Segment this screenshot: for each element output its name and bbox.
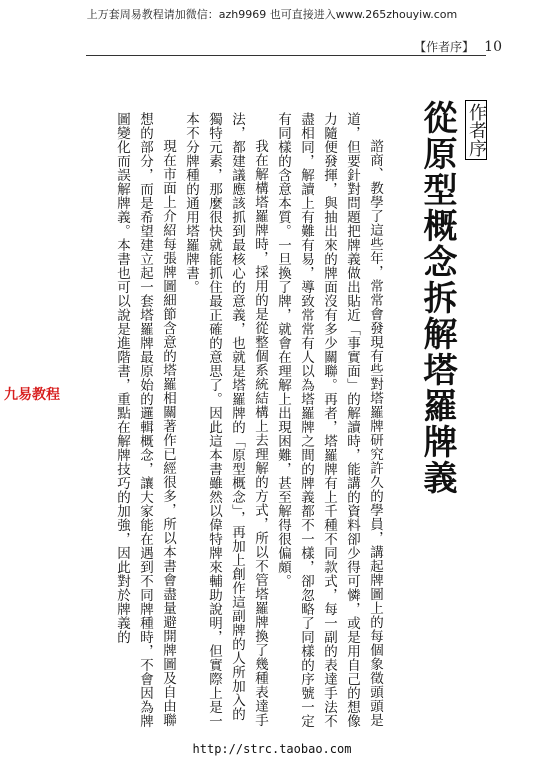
top-banner: 上万套周易教程请加微信：azh9969 也可直接进入www.265zhouyiw.com	[86, 8, 458, 21]
chapter-label: 作者序	[465, 100, 487, 160]
page-header	[414, 38, 502, 55]
section-label: 【作者序】	[414, 40, 475, 54]
watermark: 九易教程	[4, 387, 60, 403]
page-number: 10	[484, 39, 502, 55]
paragraph: 我在解構塔羅牌時，採用的是從整個系統結構上去理解的方式，所以不管塔羅牌換了幾種表達手法，都建議應該抓到最核心的意義，也就是塔羅牌的「原型概念」，再加上創作這副牌的人所加入的獨特元素，那麼很快就能抓住最正確的意思了。因此這本書雖然以偉特牌來輔助說明，但實際上是一本不分牌種的通用塔羅牌書。	[183, 112, 268, 728]
footer-url: http://strc.taobao.com	[192, 742, 352, 756]
header-rule	[86, 55, 486, 56]
body-text	[86, 112, 386, 732]
paragraph: 現在市面上介紹每張牌圖細節含意的塔羅相關著作已經很多，所以本書會盡量避開牌圖及自由聯想的部分，而是希望建立起一套塔羅牌最原始的邏輯概念，讓大家能在遇到不同牌種時，不會因為牌圖變化而誤解牌義。本書也可以說是進階書，重點在解牌技巧的加強，因此對於牌義的	[114, 112, 176, 728]
chapter-title: 從原型概念拆解塔羅牌義	[417, 100, 457, 496]
paragraph: 諮商、教學了這些年，常常會發現有些對塔羅牌研究許久的學員，講起牌圖上的每個象徵頭頭是道，但要針對問題把牌義做出貼近「事實面」的解讀時，能講的資料卻少得可憐，或是用自己的想像力隨便發揮，與抽出來的牌面沒有多少關聯。再者，塔羅牌有上千種不同款式，每一副的表達手法不盡相同，解讀上有難有易，導致常常有人以為塔羅牌之間的牌義都不一樣，卻忽略了同樣的序號一定有同樣的含意本質。一旦換了牌，就會在理解上出現困難，甚至解得很偏頗。	[275, 112, 383, 728]
